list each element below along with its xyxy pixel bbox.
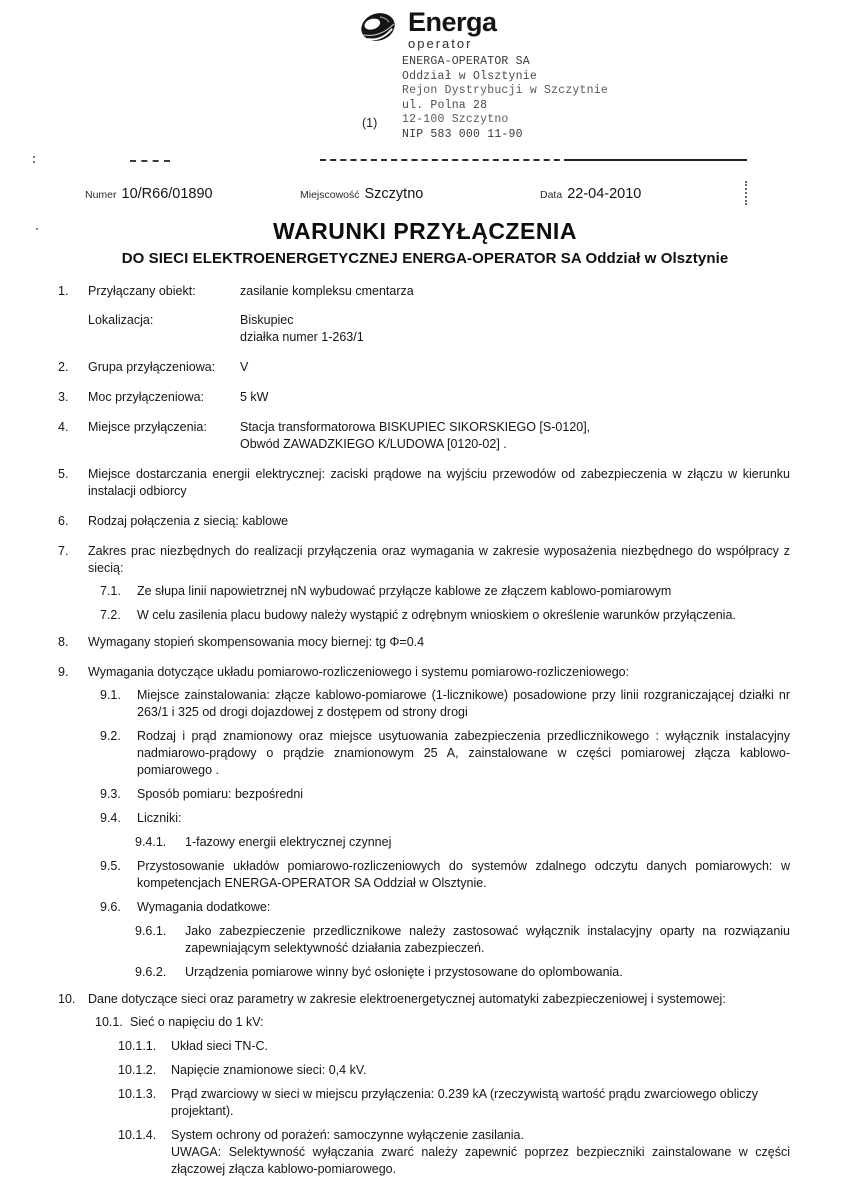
list-item-10-1-4 [118, 1127, 790, 1178]
item-text: Układ sieci TN-C. [171, 1039, 269, 1053]
item-number: 10. [58, 992, 76, 1006]
numer-value: 10/R66/01890 [121, 186, 213, 202]
item-text: Sieć o napięciu do 1 kV: [130, 1015, 264, 1029]
item-number: 9.1. [100, 688, 121, 702]
document-body [0, 283, 850, 1185]
list-item-3 [58, 389, 790, 406]
item-text: Wymagany stopień skompensowania mocy biernej: tg Φ=0.4 [88, 635, 425, 649]
brand-subtitle: operator [408, 36, 473, 51]
brand-name: Energa [408, 7, 497, 37]
energa-logo [356, 6, 497, 51]
item-note: UWAGA: Selektywność wyłączania zwarć należy zapewnić poprzez bezpieczniki zainstalowane w części złączowej złącza kablowo-pomiarowego. [171, 1145, 790, 1176]
meta-place [300, 186, 423, 202]
item-number: 9.6.2. [135, 965, 167, 979]
item-number: 7. [58, 544, 69, 558]
place-value: Szczytno [364, 186, 424, 202]
field-value [240, 312, 790, 346]
list-item-9-2 [100, 728, 790, 779]
list-item-10-1-2 [118, 1062, 790, 1079]
item-text: Przystosowanie układów pomiarowo-rozliczeniowych do systemów zdalnego odczytu danych pomiarowych: w kompetencjach ENERGA-OPERATOR SA Oddział w Olsztynie. [137, 859, 790, 890]
item-text: Wymagania dodatkowe: [137, 900, 271, 914]
item-text: Miejsce dostarczania energii elektrycznej: zaciski prądowe na wyjściu przewodów od zabezpieczenia w złączu w kierunku instalacji odbiorcy [88, 467, 790, 498]
item-text: 1-fazowy energii elektrycznej czynnej [185, 835, 392, 849]
item-text: Dane dotyczące sieci oraz parametry w zakresie elektroenergetycznej automatyki zabezpieczeniowej i systemowej: [88, 992, 726, 1006]
date-value: 22-04-2010 [567, 186, 642, 202]
item-number: 10.1.2. [118, 1063, 157, 1077]
field-value: V [240, 360, 249, 374]
item-number: 9.4. [100, 811, 121, 825]
field-label: Miejsce przyłączenia: [88, 420, 207, 434]
field-value-line: Stacja transformatorowa BISKUPIEC SIKORSKIEGO [S-0120], [240, 420, 591, 434]
stamp-line: ENERGA-OPERATOR SA [402, 55, 530, 68]
field-value-line: działka numer 1-263/1 [240, 330, 364, 344]
separator-dash-left [130, 160, 170, 162]
document-subtitle: DO SIECI ELEKTROENERGETYCZNEJ ENERGA-OPERATOR SA Oddział w Olsztynie [121, 250, 729, 267]
list-item-10-1-1 [118, 1038, 790, 1055]
item-number: 9.2. [100, 729, 121, 743]
list-item-10-1-3 [118, 1086, 790, 1120]
field-value: zasilanie kompleksu cmentarza [240, 284, 414, 298]
meta-numer [85, 186, 213, 202]
stamp-line: ul. Polna 28 [402, 98, 488, 112]
item-number: 1. [58, 284, 69, 298]
date-label: Data [540, 189, 563, 201]
item-number: 10.1.3. [118, 1087, 157, 1101]
item-number: 6. [58, 514, 69, 528]
list-item-7-1 [100, 583, 790, 600]
energa-swirl-icon [356, 6, 400, 48]
item-number: 9.4.1. [135, 835, 167, 849]
separator-dash-center [320, 159, 570, 161]
item-number: 7.1. [100, 584, 121, 598]
field-value-line: Biskupiec [240, 313, 294, 327]
list-item-9-1 [100, 687, 790, 721]
item-number: 7.2. [100, 608, 121, 622]
stamp-line: Oddział w Olsztynie [402, 69, 537, 83]
item-number: 10.1.4. [118, 1128, 157, 1142]
field-value: 5 kW [240, 390, 269, 404]
field-label: Przyłączany obiekt: [88, 284, 196, 298]
list-item-7-2 [100, 607, 790, 624]
scan-noise [33, 156, 35, 158]
list-item-9-6 [100, 899, 790, 916]
item-text: Prąd zwarciowy w sieci w miejscu przyłączenia: 0.239 kA (rzeczywistą wartość prądu zwarciowego obliczy projektant). [171, 1087, 759, 1118]
document-header [0, 0, 850, 282]
numer-label: Numer [85, 189, 117, 201]
list-item-1 [58, 283, 790, 346]
document-meta-row [0, 186, 850, 210]
list-item-10-1 [95, 1014, 790, 1031]
list-item-9-4 [100, 810, 790, 827]
field-label: Grupa przyłączeniowa: [88, 360, 216, 374]
item-number: 9.6.1. [135, 924, 167, 938]
list-item-9-6-2 [135, 964, 790, 981]
item-text: Rodzaj i prąd znamionowy oraz miejsce usytuowania zabezpieczenia przedlicznikowego : wyłącznik instalacyjny nadmiarowo-prądowy o prądzie znamionowym 25 A, zainstalowane w części pomiarowej złącza kablowo-pomiarowego . [137, 729, 790, 777]
company-stamp [402, 55, 608, 142]
title-block [0, 218, 850, 267]
item-text: Napięcie znamionowe sieci: 0,4 kV. [171, 1063, 367, 1077]
item-text: Wymagania dotyczące układu pomiarowo-rozliczeniowego i systemu pomiarowo-rozliczeniowego: [88, 665, 630, 679]
item-text: Jako zabezpieczenie przedlicznikowe należy zastosować wyłącznik instalacyjny oparty na rozwiązaniu zapewniającym selektywność działania zabezpieczeń. [185, 924, 790, 955]
item-text: System ochrony od porażeń: samoczynne wyłączenie zasilania. [171, 1128, 524, 1142]
item-text: Miejsce zainstalowania: złącze kablowo-pomiarowe (1-licznikowe) posadowione przy linii rozgraniczającej działki nr 263/1 i 325 od drogi dojazdowej z dostępem od strony drogi [137, 688, 790, 719]
list-item-9-4-1 [135, 834, 790, 851]
stamp-line: Rejon Dystrybucji w Szczytnie [402, 84, 608, 97]
field-value [240, 419, 790, 453]
list-item-4 [58, 419, 790, 453]
field-value-line: Obwód ZAWADZKIEGO K/LUDOWA [0120-02] . [240, 437, 507, 451]
document-title: WARUNKI PRZYŁĄCZENIA [273, 218, 577, 244]
item-number: 9.3. [100, 787, 121, 801]
item-number: 3. [58, 390, 69, 404]
list-item-7 [58, 543, 790, 577]
meta-date [540, 186, 641, 202]
item-number: 4. [58, 420, 69, 434]
item-number: 10.1. [95, 1015, 123, 1029]
stamp-line: NIP 583 000 11-90 [402, 127, 523, 141]
item-text: W celu zasilenia placu budowy należy wystąpić z odrębnym wnioskiem o określenie warunków przyłączenia. [137, 608, 736, 622]
item-number: 9.5. [100, 859, 121, 873]
field-label: Moc przyłączeniowa: [88, 390, 205, 404]
list-item-10 [58, 991, 790, 1008]
list-item-9 [58, 664, 790, 681]
item-text: Rodzaj połączenia z siecią: kablowe [88, 514, 289, 528]
separator-line-right [565, 159, 747, 161]
item-text: Sposób pomiaru: bezpośredni [137, 787, 304, 801]
item-number: 10.1.1. [118, 1039, 157, 1053]
list-item-8 [58, 634, 790, 651]
item-number: 2. [58, 360, 69, 374]
item-text: Zakres prac niezbędnych do realizacji przyłączenia oraz wymagania w zakresie wyposażenia niezbędnego do współpracy z siecią: [88, 544, 790, 575]
list-item-2 [58, 359, 790, 376]
list-item-5 [58, 466, 790, 500]
page-number-mark: (1) [362, 116, 378, 130]
list-item-9-3 [100, 786, 790, 803]
item-number: 9.6. [100, 900, 121, 914]
item-text: Liczniki: [137, 811, 182, 825]
item-number: 9. [58, 665, 69, 679]
item-text: Urządzenia pomiarowe winny być osłonięte i przystosowane do oplombowania. [185, 965, 623, 979]
list-item-9-6-1 [135, 923, 790, 957]
list-item-6 [58, 513, 790, 530]
place-label: Miejscowość [300, 189, 360, 201]
field-label: Lokalizacja: [88, 313, 154, 327]
item-text: Ze słupa linii napowietrznej nN wybudować przyłącze kablowe ze złączem kablowo-pomiarowym [137, 584, 672, 598]
item-number: 5. [58, 467, 69, 481]
stamp-line: 12-100 Szczytno [402, 113, 509, 126]
list-item-9-5 [100, 858, 790, 892]
item-number: 8. [58, 635, 69, 649]
